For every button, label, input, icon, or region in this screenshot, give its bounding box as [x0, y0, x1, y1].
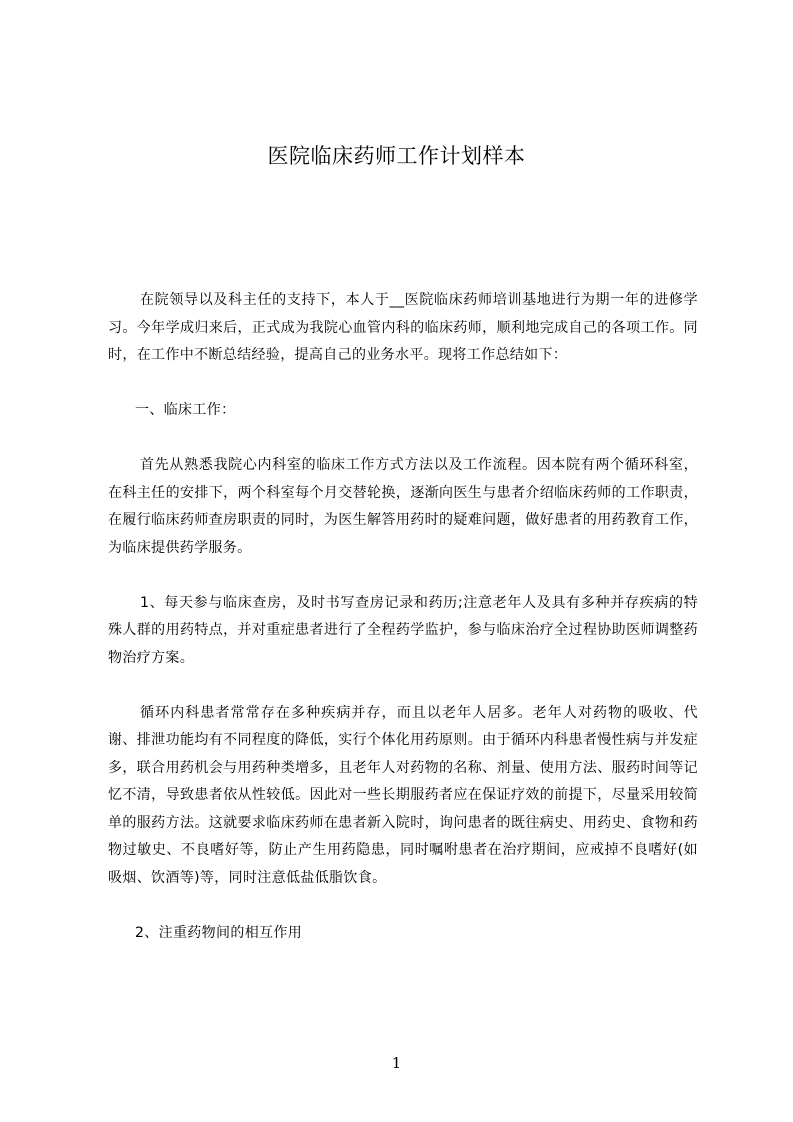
paragraph-elderly-patients: 循环内科患者常常存在多种疾病并存，而且以老年人居多。老年人对药物的吸收、代谢、排泄功能均有不同程度的降低，实行个体化用药原则。由于循环内科患者慢性病与并发症多，联合用药机会与用药种类增多，且老年人对药物的名称、剂量、使用方法、服药时间等记忆不清，导致患者依从性较低。因此对一些长期服药者应在保证疗效的前提下，尽量采用较简单的服药方法。这就要求临床药师在患者新入院时，询问患者的既往病史、用药史、食物和药物过敏史、不良嗜好等，防止产生用药隐患，同时嘱咐患者在治疗期间，应戒掉不良嗜好(如吸烟、饮酒等)等，同时注意低盐低脂饮食。 — [108, 704, 698, 886]
paragraph-item-2-drug-interactions: 2、注重药物间的相互作用 — [135, 924, 303, 941]
paragraph-gap — [108, 370, 698, 398]
intro-paragraph: 在院领导以及科主任的支持下，本人于__医院临床药师培训基地进行为期一年的进修学习。今年学成归来后，正式成为我院心血管内科的临床药师，顺利地完成自己的各项工作。同时，在工作中不断总结经验，提高自己的业务水平。现将工作总结如下： — [108, 292, 698, 363]
paragraph-familiarize-workflow: 首先从熟悉我院心内科室的临床工作方式方法以及工作流程。因本院有两个循环科室，在科主任的安排下，两个科室每个月交替轮换，逐渐向医生与患者介绍临床药师的工作职责，在履行临床药师查房职责的同时，为医生解答用药时的疑难问题，做好患者的用药教育工作，为临床提供药学服务。 — [108, 457, 698, 556]
paragraph-gap — [108, 425, 698, 453]
paragraph-gap — [108, 562, 698, 590]
document-body — [108, 287, 698, 947]
document-title: 医院临床药师工作计划样本 — [267, 144, 526, 168]
paragraph-gap — [108, 672, 698, 700]
page-number: 1 — [391, 1054, 402, 1072]
paragraph-gap — [108, 892, 698, 920]
paragraph-item-1-ward-rounds: 1、每天参与临床查房，及时书写查房记录和药历;注意老年人及具有多种并存疾病的特殊人群的用药特点，并对重症患者进行了全程药学监护，参与临床治疗全过程协助医师调整药物治疗方案。 — [108, 594, 698, 666]
section-heading-clinical-work: 一、临床工作： — [135, 402, 236, 418]
